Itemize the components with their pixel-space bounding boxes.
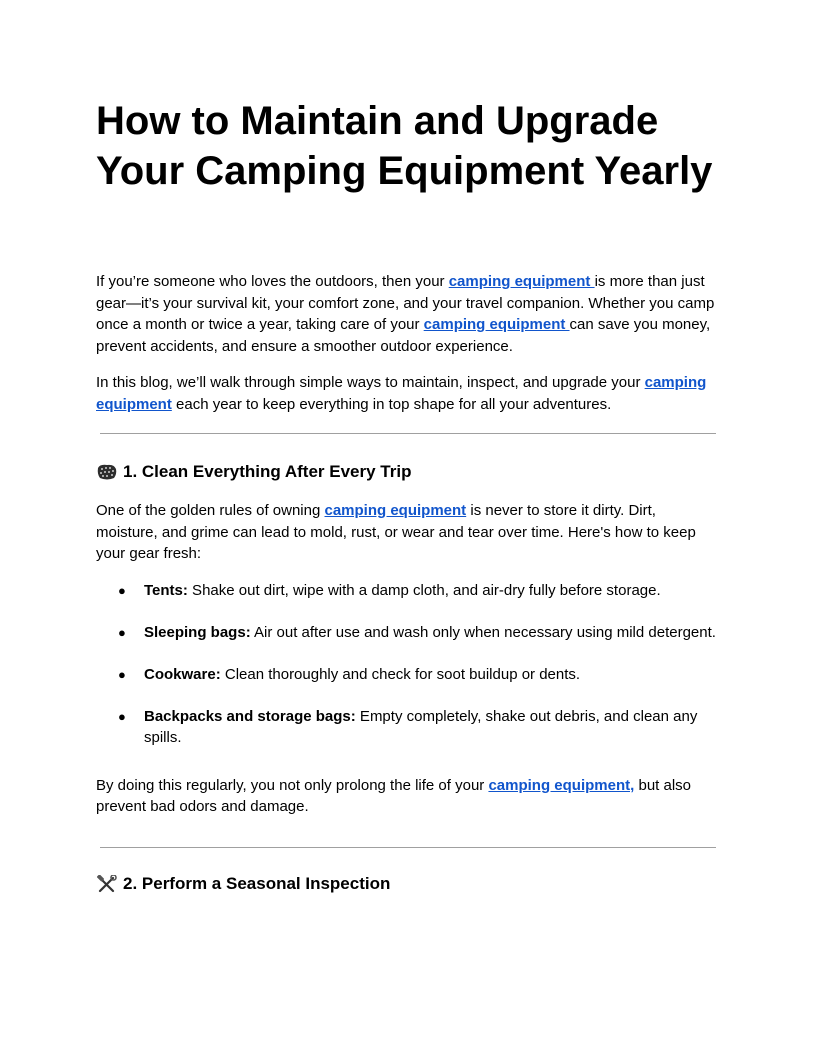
- bullet-icon: ●: [118, 666, 126, 682]
- cleaning-tips-list: [96, 580, 720, 749]
- blog-overview-paragraph: [96, 372, 720, 415]
- bullet-icon: ●: [118, 582, 126, 598]
- page-title: How to Maintain and Upgrade Your Camping Equipment Yearly: [96, 99, 713, 193]
- closing-text-1: By doing this regularly, you not only prolong the life of your: [96, 776, 489, 794]
- list-item-term: Sleeping bags:: [144, 623, 251, 641]
- intro-text-1: If you’re someone who loves the outdoors, then your: [96, 273, 449, 290]
- section-heading-text: 1. Clean Everything After Every Trip: [123, 462, 412, 481]
- list-item: [96, 664, 720, 686]
- closing-paragraph: [96, 775, 720, 818]
- bullet-icon: ●: [118, 624, 126, 640]
- section-text-1: One of the golden rules of owning: [96, 502, 325, 519]
- overview-text-2: each year to keep everything in top shape for all your adventures.: [171, 395, 612, 413]
- hammer-and-wrench-icon: [96, 875, 118, 893]
- intro-paragraph: [96, 271, 720, 357]
- list-item-text: Empty completely, shake out debris, and clean any spills.: [144, 707, 698, 746]
- section-heading-text: 2. Perform a Seasonal Inspection: [123, 873, 391, 893]
- list-item: [96, 622, 720, 644]
- intro-text-3: can save you money, prevent accidents, and ensure a smoother outdoor experience.: [96, 316, 711, 355]
- bullet-icon: ●: [118, 708, 126, 724]
- divider-1: [100, 433, 716, 434]
- list-item-term: Cookware:: [144, 665, 221, 683]
- camping-equipment-link-1[interactable]: camping equipment: [448, 273, 595, 290]
- camping-equipment-link-2[interactable]: camping equipment: [423, 316, 570, 333]
- section-paragraph: [96, 500, 720, 565]
- camping-equipment-link-5[interactable]: camping equipment,: [488, 776, 635, 794]
- list-item-text: Air out after use and wash only when necessary using mild detergent.: [250, 623, 716, 641]
- list-item-text: Clean thoroughly and check for soot buildup or dents.: [220, 665, 581, 683]
- overview-text-1: In this blog, we’ll walk through simple ways to maintain, inspect, and upgrade your: [96, 374, 645, 391]
- sponge-icon: [96, 463, 118, 481]
- closing-text-2: but also prevent bad odors and damage.: [96, 776, 692, 815]
- camping-equipment-link-4[interactable]: camping equipment: [324, 502, 467, 519]
- list-item-term: Tents:: [144, 581, 188, 599]
- list-item: [96, 580, 720, 602]
- divider-2: [100, 847, 716, 848]
- list-item-text: Shake out dirt, wipe with a damp cloth, and air-dry fully before storage.: [187, 581, 661, 599]
- section-heading-inspection: [96, 873, 720, 895]
- section-heading-clean: [96, 461, 720, 483]
- camping-equipment-link-3[interactable]: camping equipment: [96, 374, 707, 413]
- list-item: [96, 706, 720, 749]
- list-item-term: Backpacks and storage bags:: [144, 707, 356, 725]
- intro-text-2: is more than just gear—it’s your survival kit, your comfort zone, and your travel companion. Whether you camp once a month or twice a year, taking care of your: [96, 273, 715, 333]
- section-text-2: is never to store it dirty. Dirt, moisture, and grime can lead to mold, rust, or wear and tear over time. Here's how to keep your gear fresh:: [96, 502, 696, 562]
